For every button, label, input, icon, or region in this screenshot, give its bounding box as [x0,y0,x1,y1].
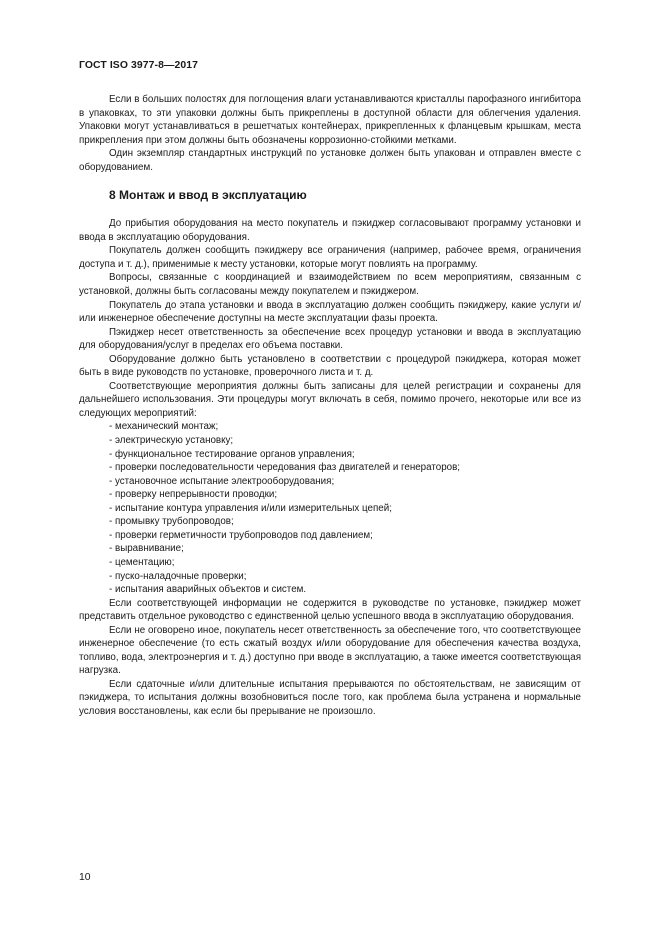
paragraph: Оборудование должно быть установлено в соответствии с процедурой пэкиджера, которая может быть в виде руководств по установке, проверочного листа и т. д. [79,353,581,379]
list-item: - пуско-наладочные проверки; [109,570,247,582]
list-item: - промывку трубопроводов; [109,516,234,528]
paragraph: Вопросы, связанные с координацией и взаимодействием по всем мероприятиям, связанным с установкой, должны быть согласованы между покупателем и пэкиджером. [79,272,581,298]
paragraph: Пэкиджер несет ответственность за обеспечение всех процедур установки и ввода в эксплуатацию для оборудования/услуг в пределах его объема поставки. [79,326,581,352]
list-item: - проверку непрерывности проводки; [109,489,278,501]
document-body [79,93,581,719]
activities-list [79,420,581,596]
list-item: - проверки герметичности трубопроводов под давлением; [109,529,373,541]
page-number: 10 [79,872,91,883]
list-item: - механический монтаж; [109,421,219,433]
list-item: - электрическую установку; [109,435,234,447]
list-item: - функциональное тестирование органов управления; [109,448,355,460]
paragraph: Если сдаточные и/или длительные испытания прерываются по обстоятельствам, не зависящим от пэкиджера, то испытания должны возобновиться после того, как проблема была устранена и нормальные условия восстановлены, как если бы прерывание не произошло. [79,678,581,717]
list-item: - испытание контура управления и/или измерительных цепей; [109,502,392,514]
list-item: - испытания аварийных объектов и систем. [109,584,307,596]
paragraph: Если соответствующей информации не содержится в руководстве по установке, пэкиджер может представить отдельное руководство с единственной целью успешного ввода в эксплуатацию оборудования. [79,597,581,623]
paragraph: Если в больших полостях для поглощения влаги устанавливаются кристаллы парофазного ингибитора в упаковках, то эти упаковки должны быть прикреплены в доступной области для облегчения удаления. Упаковки могут устанавливаться в решетчатых контейнерах, прикрепленных к фланцевым крышкам, места прикрепления при этом должны быть обозначены коррозионно-стойкими метками. [79,94,581,146]
list-item: - цементацию; [109,556,175,568]
document-header: ГОСТ ISO 3977-8—2017 [79,60,198,71]
paragraph: Покупатель до этапа установки и ввода в эксплуатацию должен сообщить пэкиджеру, какие услуги и/или инженерное обеспечение доступны на месте эксплуатации фазы проекта. [79,299,581,325]
list-item: - проверки последовательности чередования фаз двигателей и генераторов; [109,462,461,474]
section-title: 8 Монтаж и ввод в эксплуатацию [109,188,307,203]
paragraph: Покупатель должен сообщить пэкиджеру все ограничения (например, рабочее время, ограничения доступа и т. д.), применимые к месту установки, которые могут повлиять на программу. [79,245,581,270]
paragraph: Если не оговорено иное, покупатель несет ответственность за обеспечение того, что соответствующее инженерное обеспечение (то есть сжатый воздух и/или оборудование для обеспечения качества воздуха, топливо, вода, электроэнергия и т. д.) доступно при вводе в эксплуатацию, а также имеется соответствующая нагрузка. [79,624,581,677]
paragraph: До прибытия оборудования на место покупатель и пэкиджер согласовывают программу установки и ввода в эксплуатацию оборудования. [79,218,581,243]
paragraph: Соответствующие мероприятия должны быть записаны для целей регистрации и сохранены для дальнейшего использования. Эти процедуры могут включать в себя, помимо прочего, некоторые или все из следующих мероприятий: [79,380,581,419]
list-item: - выравнивание; [109,543,184,555]
list-item: - установочное испытание электрооборудования; [109,475,335,487]
paragraph: Один экземпляр стандартных инструкций по установке должен быть упакован и отправлен вместе с оборудованием. [79,148,581,173]
